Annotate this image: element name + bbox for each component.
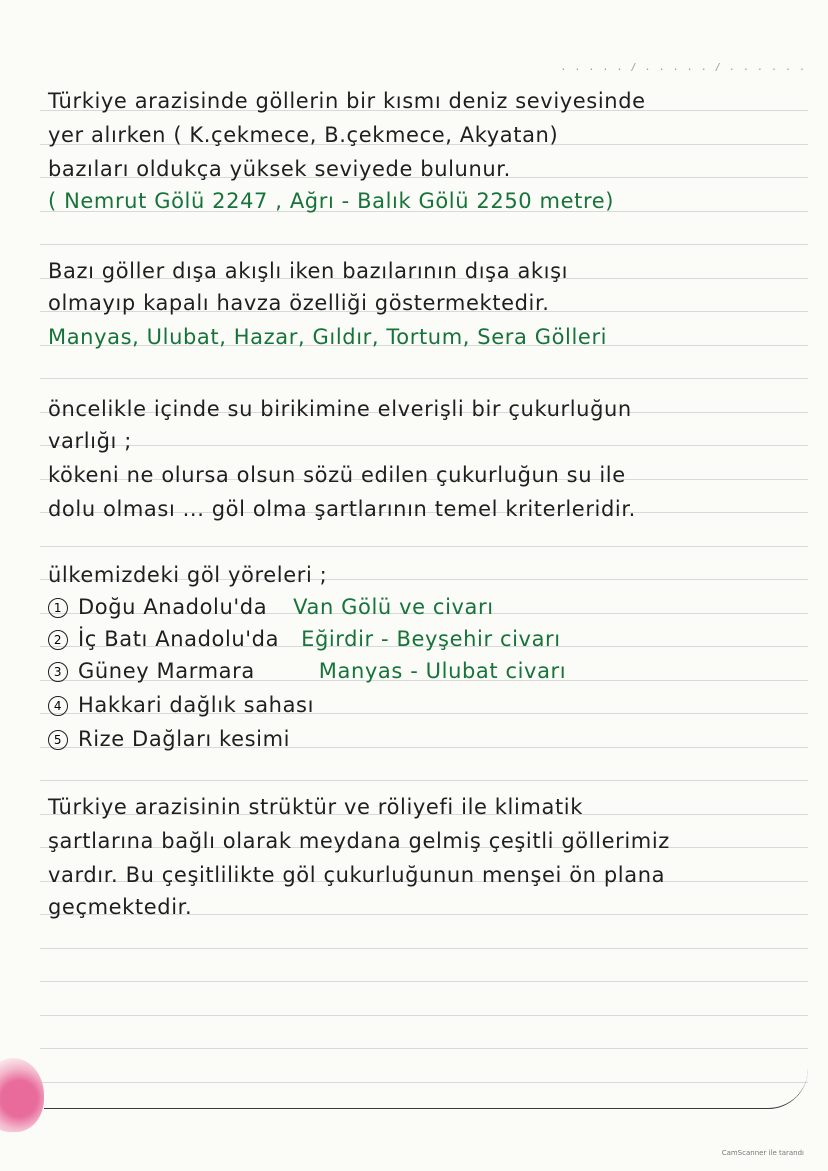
p4-line3: vardır. Bu çeşitlilikte göl çukurluğunun menşei ön plana: [48, 863, 666, 887]
circled-number: 2: [48, 630, 68, 650]
p1-line4: ( Nemrut Gölü 2247 , Ağrı - Balık Gölü 2250 metre): [48, 189, 615, 213]
p1-line3: bazıları oldukça yüksek seviyede bulunur.: [48, 157, 511, 181]
finger-smudge: [0, 1058, 44, 1132]
region-item-4: [48, 692, 314, 718]
region-label: İç Batı Anadolu'da: [78, 627, 280, 651]
circled-number: 4: [48, 696, 68, 716]
p4-line2: şartlarına bağlı olarak meydana gelmiş çeşitli göllerimiz: [48, 829, 670, 853]
p3-line4: dolu olması ... göl olma şartlarının temel kriterleridir.: [48, 497, 636, 521]
ruled-line: [40, 445, 808, 446]
p4-line4: geçmektedir.: [48, 895, 193, 919]
region-value: Manyas - Ulubat civarı: [318, 659, 567, 683]
p1-line2: yer alırken ( K.çekmece, B.çekmece, Akyatan): [48, 123, 559, 147]
ruled-line: [40, 1015, 808, 1016]
region-item-2: [48, 626, 561, 652]
p2-line3: Manyas, Ulubat, Hazar, Gıldır, Tortum, Sera Gölleri: [48, 325, 608, 349]
p2-line1: Bazı göller dışa akışlı iken bazılarının dışa akışı: [48, 259, 569, 283]
regions-title: ülkemizdeki göl yöreleri ;: [48, 563, 328, 587]
p3-line3: kökeni ne olursa olsun sözü edilen çukurluğun su ile: [48, 463, 626, 487]
region-label: Güney Marmara: [78, 659, 255, 683]
region-item-3: [48, 658, 566, 684]
p1-line1: Türkiye arazisinde göllerin bir kısmı deniz seviyesinde: [48, 89, 646, 113]
region-item-5: [48, 726, 290, 752]
region-label: Hakkari dağlık sahası: [78, 693, 315, 717]
circled-number: 3: [48, 662, 68, 682]
p3-line2: varlığı ;: [48, 429, 132, 453]
circled-number: 1: [48, 598, 68, 618]
ruled-line: [40, 1048, 808, 1049]
region-item-1: [48, 594, 494, 620]
region-label: Doğu Anadolu'da: [78, 595, 268, 619]
region-value: Van Gölü ve civarı: [293, 595, 494, 619]
p3-line1: öncelikle içinde su birikimine elverişli bir çukurluğun: [48, 397, 632, 421]
ruled-line: [40, 948, 808, 949]
p2-line2: olmayıp kapalı havza özelliği göstermektedir.: [48, 291, 550, 315]
scanner-watermark: CamScanner ile tarandı: [721, 1149, 804, 1157]
p4-line1: Türkiye arazisinin strüktür ve röliyefi ile klimatik: [48, 795, 583, 819]
region-value: Eğirdir - Beyşehir civarı: [301, 627, 561, 651]
region-label: Rize Dağları kesimi: [78, 727, 291, 751]
ruled-line: [40, 378, 808, 379]
ruled-line: [40, 780, 808, 781]
page-bottom-edge: [44, 1068, 808, 1109]
ruled-line: [40, 546, 808, 547]
ruled-line: [40, 981, 808, 982]
date-header-mark: . . . . . / . . . . . / . . . . . .: [560, 62, 806, 73]
ruled-line: [40, 244, 808, 245]
circled-number: 5: [48, 730, 68, 750]
